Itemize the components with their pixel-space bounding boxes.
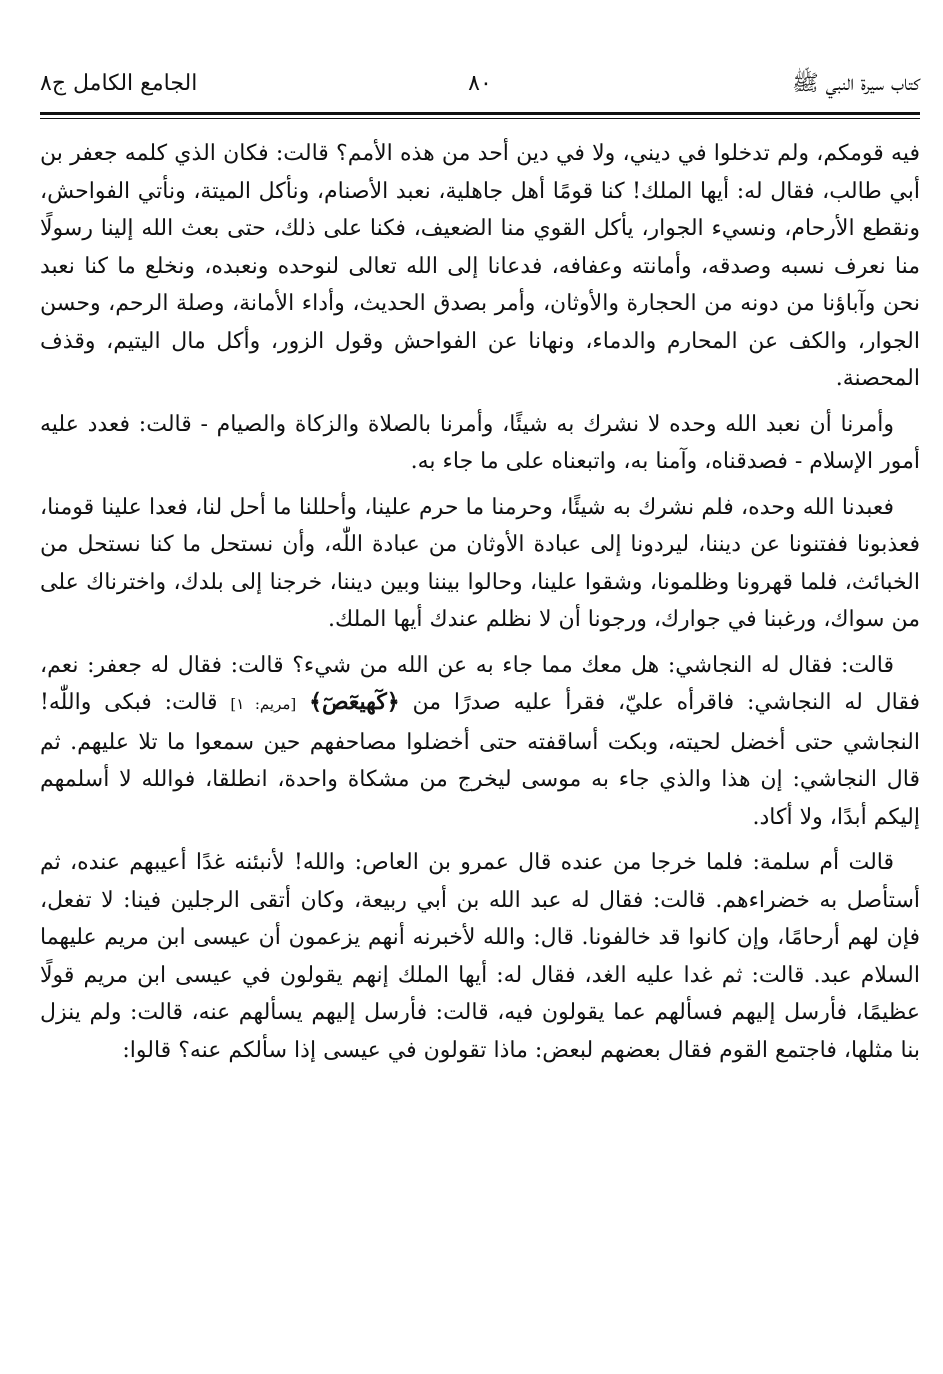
paragraph-5: قالت أم سلمة: فلما خرجا من عنده قال عمرو بن العاص: والله! لأنبئنه غدًا أعيبهم عنده، ثم أستأصل به خضراءهم. قالت: فقال له عبد الله بن أبي ربيعة، وكان أتقى الرجلين فينا: لا تفعل، فإن لهم أرحامًا، وإن كانوا قد خالفونا. قال: والله لأخبرنه أنهم يزعمون أن عيسى ابن مريم عليهما السلام عبد. قالت: ثم غدا عليه الغد، فقال له: أيها الملك إنهم يقولون في عيسى ابن مريم قولًا عظيمًا، فأرسل إليهم فسألهم عما يقولون فيه، قالت: فأرسل إليهم يسألهم عنه، قالت: ولم ينزل بنا مثلها، فاجتمع القوم فقال بعضهم لبعض: ماذا تقولون في عيسى إذا سألكم عنه؟ قالوا: — [40, 850, 920, 1063]
paragraph-4 — [40, 647, 920, 837]
paragraph-4-intro: قالت: فقال له النجاشي: هل معك مما جاء به عن الله من شيء؟ قالت: فقال له جعفر: نعم، فقال له النجاشي: فاقرأه عليّ، فقرأ عليه صدرًا من — [40, 652, 920, 715]
header-rule-thin — [40, 118, 920, 119]
paragraph-1: فيه قومكم، ولم تدخلوا في ديني، ولا في دين أحد من هذه الأمم؟ قالت: فكان الذي كلمه جعفر بن أبي طالب، فقال له: أيها الملك! كنا قومًا أهل جاهلية، نعبد الأصنام، ونأكل الميتة، ونأتي الفواحش، ونقطع الأرحام، ونسيء الجوار، يأكل القوي منا الضعيف، فكنا على ذلك، حتى بعث الله إلينا رسولًا منا نعرف نسبه وصدقه، وأمانته وعفافه، فدعانا إلى الله تعالى لنوحده ونعبده، ونخلع ما كنا نعبد نحن وآباؤنا من دونه من الحجارة والأوثان، وأمر بصدق الحديث، وأداء الأمانة، وصلة الرحم، وحسن الجوار، والكف عن المحارم والدماء، ونهانا عن الفواحش وقول الزور، وأكل مال اليتيم، وقذف المحصنة. — [40, 141, 921, 391]
volume-title: الجامع الكامل ج٨ — [40, 71, 198, 96]
verse-reference: [مريم: ١] — [230, 695, 297, 713]
page-number: ٨٠ — [468, 71, 492, 96]
running-header — [40, 62, 920, 106]
book-page — [40, 62, 920, 1352]
book-title: كتاب سيرة النبي ﷺ — [792, 71, 920, 96]
paragraph-4-continuation: قالت: فبكى واللّٰه! النجاشي حتى أخضل لحيته، وبكت أساقفته حتى أخضلوا مصاحفهم حين سمعوا ما تلا عليهم. ثم قال النجاشي: إن هذا والذي جاء به موسى ليخرج من مشكاة واحدة، انطلقا، فوالله لا أسلمهم إليكم أبدًا، ولا أكاد. — [40, 690, 920, 830]
paragraph-2: وأمرنا أن نعبد الله وحده لا نشرك به شيئًا، وأمرنا بالصلاة والزكاة والصيام - قالت: فعدد عليه أمور الإسلام - فصدقناه، وآمنا به، واتبعناه على ما جاء به. — [40, 411, 920, 474]
main-text — [40, 135, 920, 1069]
header-rule-thick — [40, 112, 920, 115]
quran-verse: ﴿كٓهيعٓصٓ﴾ — [309, 689, 400, 715]
paragraph-3: فعبدنا الله وحده، فلم نشرك به شيئًا، وحرمنا ما حرم علينا، وأحللنا ما أحل لنا، فعدا علينا قومنا، فعذبونا ففتنونا عن ديننا، ليردونا إلى عبادة الأوثان من عبادة اللّٰه، وأن نستحل ما كنا نستحل من الخبائث، فلما قهرونا وظلمونا، وشقوا علينا، وحالوا بيننا وبين ديننا، خرجنا إلى بلدك، واخترناك على من سواك، ورغبنا في جوارك، ورجونا أن لا نظلم عندك أيها الملك. — [40, 494, 920, 632]
